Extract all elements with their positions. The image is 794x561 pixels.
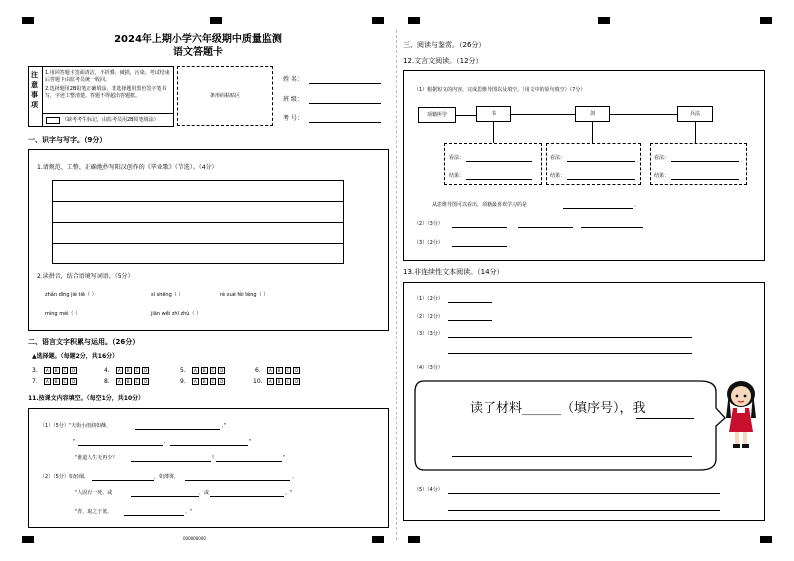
map-node-book-label: 书 xyxy=(490,111,496,117)
absent-mark-box[interactable] xyxy=(46,117,60,124)
q11-blank[interactable] xyxy=(131,461,211,462)
view-label: 看法： xyxy=(449,155,465,161)
page-code: 000000000 xyxy=(183,536,206,541)
map-connector xyxy=(511,114,575,115)
option-c[interactable]: C xyxy=(286,379,290,384)
quote-mark: " xyxy=(283,455,286,461)
id-label: 考 号： xyxy=(283,115,303,122)
result-blank[interactable] xyxy=(671,179,739,180)
bubble-prompt: 读了材料______（填序号），我 xyxy=(470,401,646,416)
view-blank[interactable] xyxy=(671,161,739,162)
option-b[interactable]: B xyxy=(277,379,281,384)
choice-row-1 xyxy=(32,367,362,375)
map-connector xyxy=(610,114,677,115)
result-label: 结果： xyxy=(654,173,670,179)
q13-5-blank[interactable] xyxy=(448,493,720,494)
notes-item-2: 2.选择题用2B铅笔正确填涂，非选择题用黑色签字笔书写，字迹工整清楚。答题不得超出答题框。 xyxy=(45,86,167,99)
option-b[interactable]: B xyxy=(54,368,58,373)
q11-blank[interactable] xyxy=(92,480,154,481)
q12-2-blank[interactable] xyxy=(581,227,643,228)
page-title: 2024年上期小学六年级期中质量监测 xyxy=(114,34,282,45)
pinyin-4[interactable]: míng mèi（ ） xyxy=(45,311,81,317)
q11-2-line1b: ，如薄雾， xyxy=(154,474,180,480)
option-d[interactable]: D xyxy=(72,379,76,384)
result-label: 结果： xyxy=(449,173,465,179)
q13-2-label: （2）（2分） xyxy=(414,314,443,320)
view-label: 看法： xyxy=(654,155,670,161)
view-blank[interactable] xyxy=(466,161,532,162)
period-mark: 。" xyxy=(285,490,293,496)
registration-mark xyxy=(598,17,610,24)
q13-2-blank[interactable] xyxy=(448,320,492,321)
q13-3-label: （3）（3分） xyxy=(414,331,443,337)
choice-row-2 xyxy=(32,378,362,386)
q12-3-blank[interactable] xyxy=(452,246,507,247)
quote-mark: ," xyxy=(222,423,226,429)
q11-blank[interactable] xyxy=(185,480,290,481)
option-a[interactable]: A xyxy=(46,379,49,384)
barcode-area-label: 条形码粘贴区 xyxy=(209,93,240,99)
notes-item-1: 1.用同答题卡签面清洁，不折叠、破损，污染。考试结束后答题卡由监考员统一收回。 xyxy=(45,70,170,83)
option-c[interactable]: C xyxy=(63,379,67,384)
option-a[interactable]: A xyxy=(269,368,272,373)
registration-mark xyxy=(760,536,772,543)
option-b[interactable]: B xyxy=(202,368,206,373)
map-root-label: 项籍所学 xyxy=(426,112,447,118)
section2-title: 二、语言文字积累与运用。（26分） xyxy=(28,338,140,346)
q12-3-label: （3）（2分） xyxy=(414,240,443,246)
speech-bubble xyxy=(412,378,727,474)
choice-number: 6. xyxy=(255,367,261,374)
pinyin-3[interactable]: rè xuè fèi téng（ ） xyxy=(220,292,269,298)
option-b[interactable]: B xyxy=(277,368,281,373)
q2-prompt: 2.读拼音，结合语境写词语。（5分） xyxy=(37,273,134,280)
page-subtitle: 语文答题卡 xyxy=(173,47,223,58)
q13-3-blank[interactable] xyxy=(448,353,692,354)
pinyin-2[interactable]: sī shēng（ ） xyxy=(151,292,184,298)
map-node-sword-label: 剑 xyxy=(589,111,595,117)
q12-2-blank[interactable] xyxy=(518,227,573,228)
period-mark: 。" xyxy=(185,509,193,515)
q11-blank[interactable] xyxy=(170,445,248,446)
choice-number: 5. xyxy=(180,367,186,374)
q11-1-line1: （1）（5分）"天街小雨润如酥， xyxy=(40,423,112,429)
registration-mark xyxy=(210,17,222,24)
option-c[interactable]: C xyxy=(63,368,67,373)
q11-2-line1: （2）（5分）如轻烟， xyxy=(40,474,89,480)
quote-mark: " xyxy=(73,439,76,445)
id-field[interactable] xyxy=(309,122,381,123)
registration-mark xyxy=(760,17,772,24)
q13-3-blank[interactable] xyxy=(448,337,692,338)
option-a[interactable]: A xyxy=(269,379,272,384)
q11-blank[interactable] xyxy=(135,429,220,430)
result-blank[interactable] xyxy=(466,179,532,180)
q12-conclusion-blank[interactable] xyxy=(563,208,633,209)
q13-1-label: （1）（2分） xyxy=(414,296,443,302)
registration-mark xyxy=(408,536,420,543)
option-c[interactable]: C xyxy=(286,368,290,373)
q11-blank[interactable] xyxy=(216,461,282,462)
q11-2-line3: "青，取之于蓝， xyxy=(75,509,113,515)
option-a[interactable]: A xyxy=(194,368,197,373)
q13-5-blank[interactable] xyxy=(448,510,720,511)
section3-title: 三、阅读与鉴赏。（26分） xyxy=(403,41,486,49)
option-c[interactable]: C xyxy=(211,379,215,384)
choice-number: 9. xyxy=(180,378,186,385)
option-b[interactable]: B xyxy=(202,379,206,384)
registration-mark xyxy=(22,536,34,543)
class-field[interactable] xyxy=(309,103,381,104)
option-a[interactable]: A xyxy=(46,368,49,373)
view-blank[interactable] xyxy=(567,161,635,162)
notes-label: 注意事项 xyxy=(31,71,38,109)
option-d[interactable]: D xyxy=(295,368,299,373)
period-mark: 。 xyxy=(634,202,640,208)
result-blank[interactable] xyxy=(567,179,635,180)
q12-title: 12.文言文阅读。（12分） xyxy=(403,57,483,65)
map-connector xyxy=(456,115,476,116)
choice-title: ▲选择题。（每题2分，共16分） xyxy=(32,353,119,360)
option-a[interactable]: A xyxy=(194,379,197,384)
q11-blank[interactable] xyxy=(210,496,284,497)
option-c[interactable]: C xyxy=(135,368,139,373)
choice-number: 8. xyxy=(104,378,110,385)
option-d[interactable]: D xyxy=(220,379,224,384)
option-a[interactable]: A xyxy=(118,379,121,384)
q11-2-line2b: ，或 xyxy=(199,490,210,496)
exclaim-mark: ! xyxy=(212,455,215,461)
grid-line xyxy=(52,243,344,244)
option-d[interactable]: D xyxy=(144,368,148,373)
option-c[interactable]: C xyxy=(135,379,139,384)
comma-mark: , xyxy=(164,439,166,445)
map-stem xyxy=(592,122,593,143)
registration-mark xyxy=(22,17,34,24)
quote-mark: " xyxy=(249,439,252,445)
q11-title: 11.按课文内容填空。（每空1分，共10分） xyxy=(28,395,145,402)
q1-prompt: 1.请规范、工整、正确地抄写阳汉创作的《毕业歌》（节选）。（4分） xyxy=(37,164,218,171)
q13-5-label: （5）（4分） xyxy=(414,487,443,493)
q11-2-line2: "人固有一死，或 xyxy=(75,490,113,496)
pinyin-5[interactable]: jiān wěi zhī zhù（ ） xyxy=(151,311,202,317)
q12-2-blank[interactable] xyxy=(452,227,507,228)
q12-2-label: （2）（3分） xyxy=(414,221,443,227)
option-b[interactable]: B xyxy=(54,379,58,384)
name-label: 姓 名： xyxy=(283,76,303,83)
bubble-answer-blank[interactable] xyxy=(452,456,692,457)
section1-title: 一、识字与写字。（9分） xyxy=(28,136,107,144)
absent-mark-hint: （缺考考生标记，由监考员用2B铅笔填涂） xyxy=(62,117,159,123)
option-d[interactable]: D xyxy=(295,379,299,384)
q12-conclusion: 从思维导图可以看出，项籍最喜欢学习的是 xyxy=(432,202,528,208)
choice-number: 10. xyxy=(253,378,263,385)
map-stem xyxy=(695,122,696,143)
option-d[interactable]: D xyxy=(72,368,76,373)
q11-1-line3: "谁道人生无再少？ xyxy=(75,455,118,461)
page-divider xyxy=(396,30,397,540)
map-node-military-label: 兵法 xyxy=(689,111,700,117)
pinyin-1[interactable]: zhǎn dīng jié tiě（ ） xyxy=(45,292,97,298)
bubble-answer-blank[interactable] xyxy=(636,418,694,419)
choice-number: 3. xyxy=(32,367,38,374)
registration-mark xyxy=(372,17,384,24)
option-c[interactable]: C xyxy=(211,368,215,373)
option-d[interactable]: D xyxy=(220,368,224,373)
class-label: 班 级： xyxy=(283,96,303,103)
period-mark: 。 xyxy=(292,474,298,480)
choice-number: 4. xyxy=(104,367,110,374)
registration-mark xyxy=(372,536,384,543)
result-label: 结果： xyxy=(550,173,566,179)
q13-title: 13.非连续性文本阅读。（14分） xyxy=(403,268,504,276)
map-stem xyxy=(493,122,494,143)
q13-4-label: （4）（3分） xyxy=(414,365,443,371)
q11-blank[interactable] xyxy=(78,445,163,446)
view-label: 看法： xyxy=(550,155,566,161)
q11-blank[interactable] xyxy=(131,496,199,497)
option-a[interactable]: A xyxy=(118,368,121,373)
cartoon-girl-illustration xyxy=(724,378,758,450)
q12-1-prompt: （1）根据短文的内容，完成思维导图以及填空。（用文中的原句填空）（7分） xyxy=(414,87,586,93)
option-b[interactable]: B xyxy=(126,379,130,384)
name-field[interactable] xyxy=(309,83,381,84)
registration-mark xyxy=(408,17,420,24)
q11-blank[interactable] xyxy=(124,515,184,516)
option-b[interactable]: B xyxy=(126,368,130,373)
choice-number: 7. xyxy=(32,378,38,385)
grid-line xyxy=(52,222,344,223)
grid-line xyxy=(52,201,344,202)
option-d[interactable]: D xyxy=(144,379,148,384)
q13-1-blank[interactable] xyxy=(448,302,492,303)
